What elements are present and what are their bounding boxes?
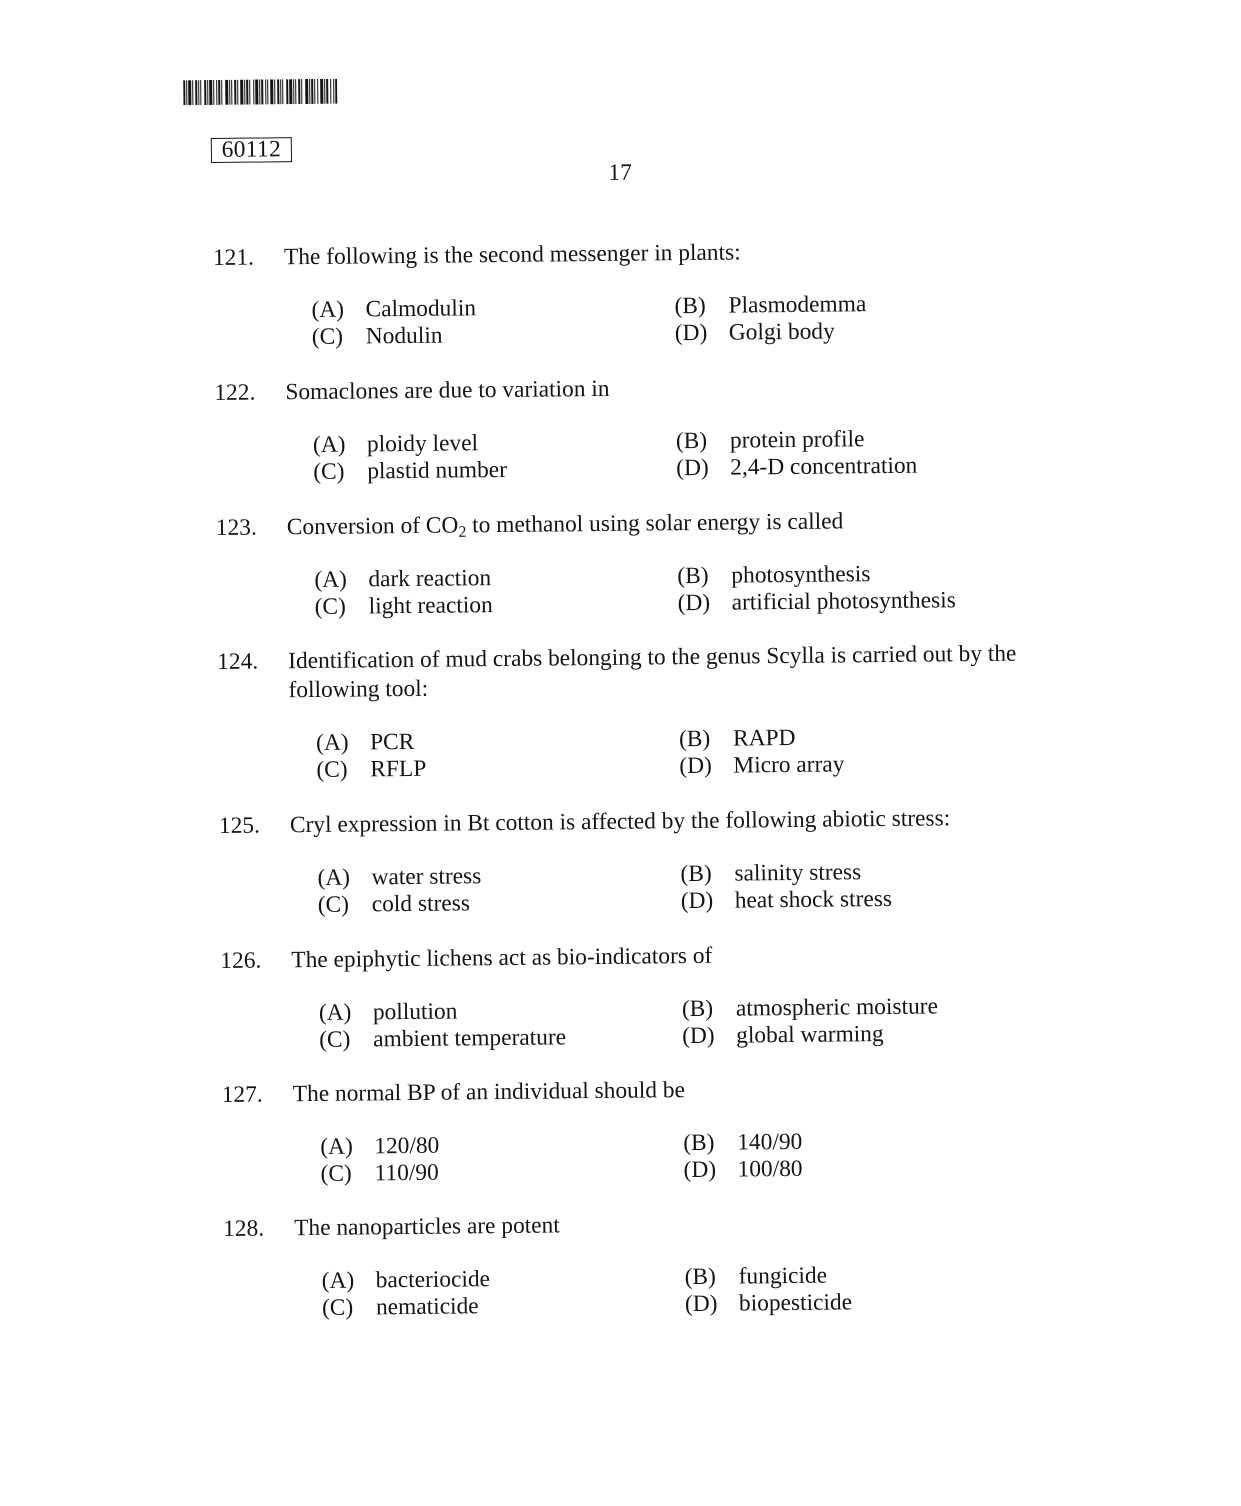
option-text: protein profile (729, 426, 865, 454)
question-number: 127. (221, 1081, 263, 1108)
option-b (685, 1263, 828, 1291)
option-d (678, 587, 956, 617)
option-text: salinity stress (734, 859, 862, 887)
question-text-end: to methanol using solar energy is called (466, 507, 844, 538)
option-b (679, 725, 796, 753)
barcode (183, 79, 337, 106)
option-label: (D) (683, 1156, 717, 1184)
question-text-line: following tool: (288, 675, 429, 703)
option-b (674, 291, 866, 320)
option-text: 100/80 (737, 1155, 803, 1183)
option-text: bacteriocide (375, 1266, 491, 1294)
option-c (318, 890, 470, 919)
option-text: global warming (736, 1021, 884, 1049)
question-number: 123. (215, 514, 257, 541)
option-label: (C) (313, 458, 345, 485)
question-text-start: Conversion of CO (286, 511, 459, 540)
question-number: 126. (220, 947, 262, 974)
option-label: (C) (316, 756, 348, 783)
option-label: (D) (680, 887, 714, 915)
option-text: Calmodulin (365, 295, 477, 323)
option-text: Nodulin (365, 322, 443, 350)
question-text: Cryl expression in Bt cotton is affected by the following abiotic stress: (289, 804, 951, 838)
option-label: (B) (680, 860, 712, 888)
option-b (676, 426, 865, 455)
option-label: (D) (677, 589, 711, 617)
option-label: (D) (684, 1290, 718, 1318)
question-text-line: Identification of mud crabs belonging to the genus Scylla is carried out by the (288, 640, 1017, 674)
options (213, 289, 1114, 352)
option-text: ploidy level (366, 430, 479, 458)
question-123 (216, 504, 1117, 622)
option-b (680, 859, 861, 888)
option-text: RFLP (370, 755, 427, 783)
option-label: (B) (674, 292, 706, 320)
option-d (679, 751, 844, 780)
option-label: (D) (674, 319, 708, 347)
option-c (319, 1024, 566, 1054)
option-a (320, 1133, 439, 1161)
option-a (316, 729, 414, 757)
question-text: The epiphytic lichens act as bio-indicators of (291, 942, 713, 973)
option-label: (A) (314, 566, 347, 593)
option-label: (A) (315, 729, 349, 756)
option-a (317, 863, 481, 892)
question-126 (220, 937, 1121, 1055)
option-text: fungicide (738, 1262, 828, 1290)
option-text: atmospheric moisture (735, 993, 939, 1022)
option-label: (A) (318, 999, 352, 1026)
option-label: (D) (676, 454, 709, 482)
option-label: (D) (682, 1022, 715, 1050)
question-number: 124. (217, 648, 259, 675)
question-text (288, 638, 1118, 705)
question-number: 128. (223, 1215, 265, 1242)
option-a (311, 295, 476, 324)
option-label: (B) (675, 427, 708, 455)
option-label: (C) (314, 593, 346, 620)
option-d (681, 886, 892, 915)
option-text: 2,4-D concentration (730, 452, 918, 481)
option-label: (C) (321, 1294, 354, 1321)
option-text: RAPD (732, 724, 796, 752)
option-d (682, 1021, 884, 1050)
option-d (683, 1156, 802, 1184)
option-label: (B) (684, 1263, 717, 1291)
option-label: (D) (679, 752, 712, 780)
option-label: (A) (321, 1267, 355, 1294)
options (218, 722, 1119, 785)
options (219, 857, 1120, 920)
option-label: (B) (678, 725, 711, 753)
question-number: 125. (218, 812, 261, 839)
options (216, 559, 1117, 622)
option-b (682, 993, 938, 1023)
question-text (287, 504, 1116, 542)
option-label: (A) (320, 1133, 353, 1160)
option-text: water stress (371, 863, 482, 891)
option-text: Plasmodemma (728, 291, 867, 319)
question-text: Somaclones are due to variation in (285, 375, 610, 405)
option-label: (B) (683, 1129, 715, 1157)
question-124 (217, 638, 1118, 785)
option-text: 140/90 (737, 1128, 803, 1156)
option-text: Golgi body (728, 318, 835, 346)
option-text: nematicide (375, 1293, 479, 1321)
question-128 (223, 1205, 1124, 1323)
option-a (313, 430, 478, 459)
page-number: 17 (608, 159, 632, 186)
option-b (677, 561, 870, 590)
option-a (322, 1266, 491, 1295)
options (222, 1126, 1123, 1189)
option-label: (B) (677, 562, 709, 590)
option-c (320, 1160, 438, 1188)
option-c (312, 323, 443, 351)
question-121 (213, 234, 1114, 352)
question-number: 122. (214, 379, 256, 406)
option-text: photosynthesis (731, 561, 871, 589)
option-text: light reaction (368, 592, 493, 620)
paper-code-box: 60112 (211, 137, 292, 163)
option-label: (C) (320, 1160, 352, 1187)
question-127 (222, 1071, 1123, 1189)
option-label: (C) (311, 323, 344, 350)
option-c (316, 756, 426, 784)
option-c (315, 592, 493, 621)
option-text: cold stress (371, 890, 471, 918)
option-text: 110/90 (374, 1159, 439, 1187)
option-d (685, 1289, 852, 1318)
option-c (322, 1293, 479, 1322)
option-a (319, 998, 458, 1026)
option-label: (A) (317, 864, 351, 891)
option-text: PCR (369, 728, 415, 756)
options (221, 992, 1122, 1055)
option-text: dark reaction (368, 565, 492, 593)
option-text: 120/80 (374, 1132, 440, 1160)
question-text: The following is the second messenger in plants: (283, 238, 741, 270)
option-text: biopesticide (738, 1289, 853, 1317)
option-text: heat shock stress (734, 885, 893, 914)
option-c (313, 457, 507, 486)
option-d (676, 453, 917, 483)
option-text: Micro array (733, 751, 845, 779)
question-text: The normal BP of an individual should be (292, 1076, 686, 1107)
option-a (314, 565, 491, 594)
option-text: pollution (372, 998, 458, 1026)
question-122 (214, 369, 1115, 487)
option-label: (A) (312, 431, 346, 458)
options (224, 1260, 1125, 1323)
option-label: (B) (681, 995, 714, 1023)
options (215, 424, 1116, 487)
option-label: (C) (317, 891, 350, 918)
option-label: (A) (311, 296, 345, 323)
option-b (683, 1129, 802, 1157)
option-label: (C) (319, 1026, 351, 1053)
question-125 (219, 802, 1120, 920)
option-text: plastid number (367, 456, 508, 485)
option-text: artificial photosynthesis (731, 587, 956, 616)
question-text: The nanoparticles are potent (294, 1211, 560, 1241)
option-d (675, 318, 835, 347)
question-number: 121. (212, 244, 255, 271)
subscript: 2 (458, 523, 467, 541)
option-text: ambient temperature (373, 1024, 567, 1053)
